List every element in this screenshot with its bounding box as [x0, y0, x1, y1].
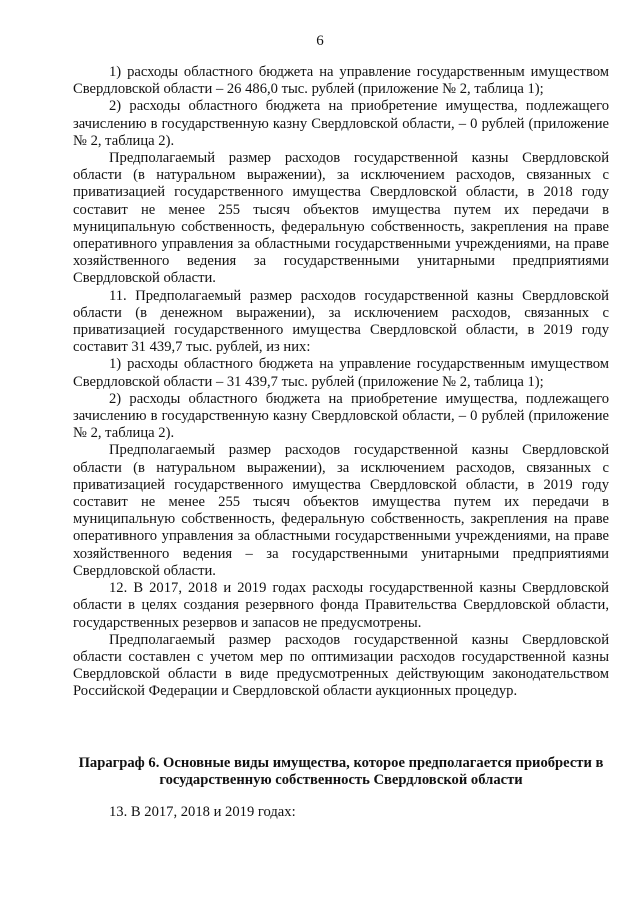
paragraph-item-13: 13. В 2017, 2018 и 2019 годах: — [109, 804, 296, 820]
paragraph-item-11: 11. Предполагаемый размер расходов государственной казны Свердловской области (в денежном выражении), за исключением расходов, связанных с приватизацией государственного имущества Свердловской области, в 2019 году составит 31 439,7 тыс. рублей, из них: — [73, 287, 609, 356]
paragraph-expense-acquisition-2018: 2) расходы областного бюджета на приобретение имущества, подлежащего зачислению в государственную казну Свердловской области, – 0 рублей (приложение № 2, таблица 2). — [73, 98, 609, 149]
paragraph-item-12: 12. В 2017, 2018 и 2019 годах расходы государственной казны Свердловской области в целях создания резервного фонда Правительства Свердловской области, государственных резервов и запасов не предусмотрены. — [73, 580, 609, 631]
section-heading: Параграф 6. Основные виды имущества, которое предполагается приобрести в государственную собственность Свердловской области — [78, 755, 604, 789]
paragraph-natural-expenses-2019: Предполагаемый размер расходов государственной казны Свердловской области (в натуральном выражении), за исключением расходов, связанных с приватизацией государственного имущества Свердловской области, в 2019 году составит не менее 255 тысяч объектов имущества путем их передачи в муниципальную собственность, федеральную собственность, закрепления на праве оперативного управления за областными государственными учреждениями, на праве хозяйственного ведения – за государственными унитарными предприятиями Свердловской области. — [73, 442, 609, 579]
page-number: 6 — [316, 33, 324, 49]
document-body — [73, 64, 609, 701]
paragraph-expense-acquisition-2019: 2) расходы областного бюджета на приобретение имущества, подлежащего зачислению в государственную казну Свердловской области, – 0 рублей (приложение № 2, таблица 2). — [73, 390, 609, 442]
paragraph-expense-management-2018: 1) расходы областного бюджета на управление государственным имуществом Свердловской области – 26 486,0 тыс. рублей (приложение № 2, таблица 1); — [73, 64, 609, 98]
paragraph-optimization: Предполагаемый размер расходов государственной казны Свердловской области составлен с учетом мер по оптимизации расходов государственной казны Свердловской области в виде предусмотренных действующим законодательством Российской Федерации и Свердловской области аукционных процедур. — [73, 631, 609, 700]
paragraph-expense-management-2019: 1) расходы областного бюджета на управление государственным имуществом Свердловской области – 31 439,7 тыс. рублей (приложение № 2, таблица 1); — [73, 356, 609, 390]
paragraph-natural-expenses-2018: Предполагаемый размер расходов государственной казны Свердловской области (в натуральном выражении), за исключением расходов, связанных с приватизацией государственного имущества Свердловской области, в 2018 году составит не менее 255 тысяч объектов имущества путем их передачи в муниципальную собственность, федеральную собственность, закрепления на праве оперативного управления за областными государственными учреждениями, на праве хозяйственного ведения за государственными унитарными предприятиями Свердловской области. — [73, 150, 609, 287]
